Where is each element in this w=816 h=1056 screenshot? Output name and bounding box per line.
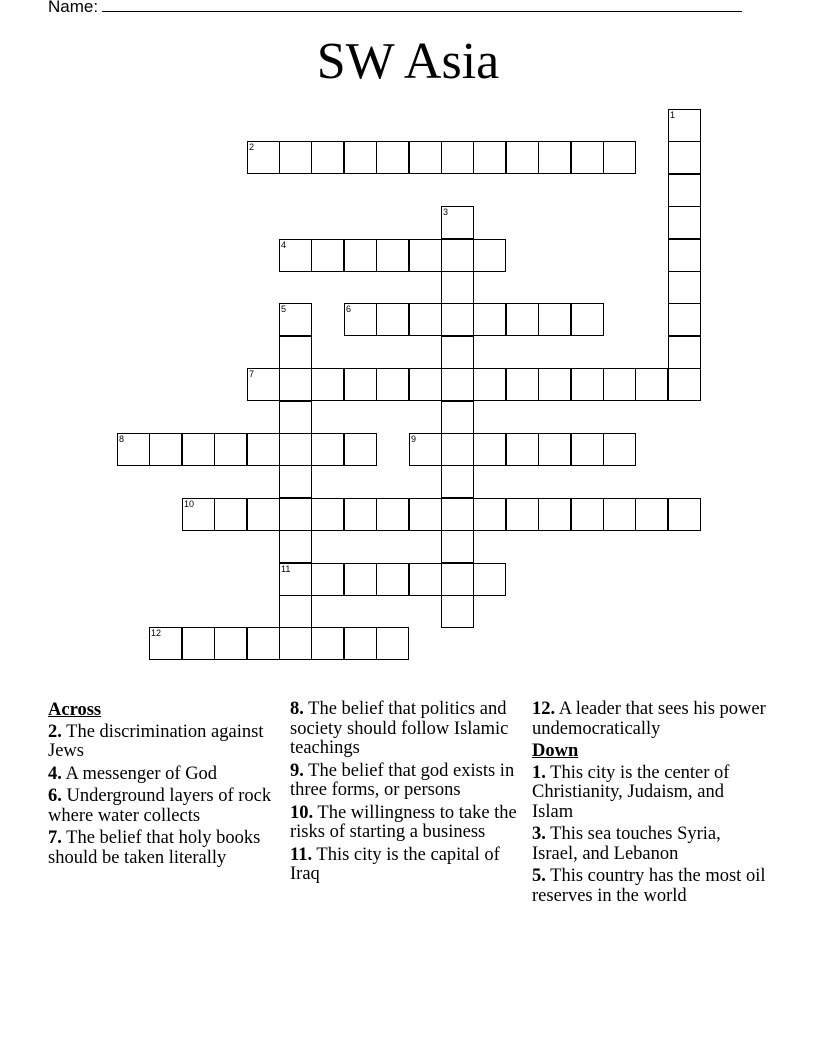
grid-cell[interactable] — [376, 239, 409, 272]
clue-item — [290, 804, 525, 843]
grid-cell[interactable] — [441, 563, 474, 596]
grid-cell[interactable] — [441, 530, 474, 563]
grid-cell[interactable] — [344, 141, 377, 174]
grid-cell[interactable] — [668, 303, 701, 336]
grid-cell[interactable] — [311, 239, 344, 272]
grid-cell[interactable] — [668, 498, 701, 531]
grid-cell[interactable] — [571, 433, 604, 466]
clue-item-number: 1. — [532, 762, 546, 783]
grid-cell[interactable] — [506, 433, 539, 466]
grid-cell[interactable] — [635, 498, 668, 531]
clue-item-text: Underground layers of rock where water collects — [48, 786, 272, 826]
grid-cell[interactable] — [311, 433, 344, 466]
grid-cell[interactable] — [668, 336, 701, 369]
clue-number: 10 — [184, 499, 195, 509]
clue-item-number: 7. — [48, 828, 62, 848]
grid-cell[interactable] — [279, 627, 312, 660]
grid-cell[interactable] — [506, 368, 539, 401]
clues-column-1 — [48, 700, 283, 871]
clue-item-text: This country has the most oil reserves in the world — [532, 866, 766, 906]
grid-cell[interactable] — [441, 401, 474, 434]
grid-cell[interactable] — [409, 433, 442, 466]
grid-cell[interactable] — [441, 141, 474, 174]
grid-cell[interactable] — [376, 627, 409, 660]
clue-heading-down: Down — [532, 741, 579, 761]
grid-cell[interactable] — [506, 498, 539, 531]
grid-cell[interactable] — [182, 498, 215, 531]
clue-item — [290, 762, 525, 801]
grid-cell[interactable] — [538, 433, 571, 466]
grid-cell[interactable] — [441, 271, 474, 304]
clue-heading-across: Across — [48, 700, 102, 720]
grid-cell[interactable] — [376, 141, 409, 174]
grid-cell[interactable] — [311, 141, 344, 174]
grid-cell[interactable] — [311, 368, 344, 401]
clue-number: 9 — [411, 434, 417, 444]
clue-item-text: This sea touches Syria, Israel, and Lebanon — [532, 824, 721, 864]
clue-item — [290, 846, 525, 885]
grid-cell[interactable] — [279, 239, 312, 272]
grid-cell[interactable] — [668, 206, 701, 239]
clue-number: 11 — [281, 564, 291, 574]
grid-cell[interactable] — [668, 174, 701, 207]
grid-cell[interactable] — [441, 465, 474, 498]
grid-cell[interactable] — [603, 498, 636, 531]
grid-cell[interactable] — [344, 498, 377, 531]
clue-item — [532, 700, 767, 739]
grid-cell[interactable] — [279, 401, 312, 434]
grid-cell[interactable] — [214, 433, 247, 466]
grid-cell[interactable] — [344, 563, 377, 596]
grid-cell[interactable] — [311, 498, 344, 531]
grid-cell[interactable] — [635, 368, 668, 401]
grid-cell[interactable] — [376, 498, 409, 531]
grid-cell[interactable] — [247, 141, 280, 174]
clue-number: 2 — [249, 142, 255, 152]
clue-item-text: This city is the capital of Iraq — [290, 844, 500, 884]
grid-cell[interactable] — [182, 433, 215, 466]
grid-cell[interactable] — [279, 595, 312, 628]
grid-cell[interactable] — [247, 433, 280, 466]
grid-cell[interactable] — [571, 498, 604, 531]
clue-item-number: 11. — [290, 844, 313, 865]
grid-cell[interactable] — [214, 498, 247, 531]
grid-cell[interactable] — [441, 498, 474, 531]
clue-item-text: The belief that god exists in three forms, or persons — [290, 760, 515, 800]
clue-item-number: 5. — [532, 866, 546, 886]
grid-cell[interactable] — [149, 433, 182, 466]
grid-cell[interactable] — [571, 368, 604, 401]
clue-item-text: The belief that holy books should be taken literally — [48, 828, 261, 868]
grid-cell[interactable] — [603, 433, 636, 466]
grid-cell[interactable] — [279, 336, 312, 369]
clue-number: 4 — [281, 240, 287, 250]
grid-cell[interactable] — [441, 433, 474, 466]
clue-item-number: 2. — [48, 721, 62, 742]
clue-item — [48, 787, 283, 826]
grid-cell[interactable] — [538, 141, 571, 174]
grid-cell[interactable] — [117, 433, 150, 466]
grid-cell[interactable] — [279, 368, 312, 401]
grid-cell[interactable] — [441, 595, 474, 628]
grid-cell[interactable] — [473, 433, 506, 466]
grid-cell[interactable] — [409, 368, 442, 401]
grid-cell[interactable] — [182, 627, 215, 660]
clue-number: 1 — [670, 110, 676, 120]
grid-cell[interactable] — [441, 368, 474, 401]
grid-cell[interactable] — [409, 563, 442, 596]
grid-cell[interactable] — [441, 303, 474, 336]
clue-number: 12 — [151, 628, 162, 638]
grid-cell[interactable] — [603, 368, 636, 401]
grid-cell[interactable] — [668, 141, 701, 174]
clue-item-number: 3. — [532, 824, 546, 844]
clue-item — [48, 723, 283, 762]
grid-cell[interactable] — [247, 498, 280, 531]
grid-cell[interactable] — [473, 141, 506, 174]
clue-item — [532, 825, 767, 864]
grid-cell[interactable] — [344, 368, 377, 401]
grid-cell[interactable] — [538, 498, 571, 531]
grid-cell[interactable] — [279, 433, 312, 466]
clue-number: 8 — [119, 434, 125, 444]
grid-cell[interactable] — [409, 239, 442, 272]
grid-cell[interactable] — [279, 498, 312, 531]
grid-cell[interactable] — [668, 271, 701, 304]
clue-item-number: 6. — [48, 786, 62, 806]
grid-cell[interactable] — [247, 627, 280, 660]
grid-cell[interactable] — [506, 141, 539, 174]
grid-cell[interactable] — [409, 303, 442, 336]
grid-cell[interactable] — [409, 141, 442, 174]
grid-cell[interactable] — [538, 368, 571, 401]
grid-cell[interactable] — [149, 627, 182, 660]
grid-cell[interactable] — [247, 368, 280, 401]
clues-column-3 — [532, 700, 767, 909]
grid-cell[interactable] — [279, 141, 312, 174]
grid-cell[interactable] — [344, 239, 377, 272]
clue-number: 6 — [346, 304, 352, 314]
grid-cell[interactable] — [344, 627, 377, 660]
grid-cell[interactable] — [668, 109, 701, 142]
grid-cell[interactable] — [279, 303, 312, 336]
grid-cell[interactable] — [441, 336, 474, 369]
grid-cell[interactable] — [311, 563, 344, 596]
clues-column-2 — [290, 700, 525, 888]
grid-cell[interactable] — [538, 303, 571, 336]
clue-item-text: A leader that sees his power undemocratically — [532, 699, 766, 739]
grid-cell[interactable] — [473, 498, 506, 531]
clue-item — [290, 700, 525, 759]
grid-cell[interactable] — [376, 368, 409, 401]
grid-cell[interactable] — [279, 530, 312, 563]
grid-cell[interactable] — [279, 465, 312, 498]
grid-cell[interactable] — [571, 303, 604, 336]
grid-cell[interactable] — [344, 303, 377, 336]
grid-cell[interactable] — [473, 563, 506, 596]
grid-cell[interactable] — [603, 141, 636, 174]
grid-cell[interactable] — [571, 141, 604, 174]
clue-number: 5 — [281, 304, 287, 314]
clue-item-number: 9. — [290, 760, 304, 781]
grid-cell[interactable] — [668, 368, 701, 401]
grid-cell[interactable] — [376, 303, 409, 336]
clue-item-number: 8. — [290, 699, 304, 719]
clue-item — [532, 764, 767, 823]
grid-cell[interactable] — [473, 303, 506, 336]
puzzle-title: SW Asia — [316, 33, 500, 90]
clue-item-number: 4. — [48, 763, 62, 784]
grid-cell[interactable] — [441, 206, 474, 239]
clue-item-text: The discrimination against Jews — [48, 721, 264, 761]
grid-cell[interactable] — [376, 563, 409, 596]
grid-cell[interactable] — [279, 563, 312, 596]
name-label: Name: — [48, 0, 99, 16]
clue-item — [532, 867, 767, 906]
clue-item-text: This city is the center of Christianity, Judaism, and Islam — [532, 762, 730, 822]
clue-item-text: A messenger of God — [65, 763, 218, 784]
grid-cell[interactable] — [473, 239, 506, 272]
clue-item — [48, 829, 283, 868]
grid-cell[interactable] — [441, 239, 474, 272]
grid-cell[interactable] — [409, 498, 442, 531]
clue-item — [48, 765, 283, 785]
clue-number: 7 — [249, 369, 255, 379]
grid-cell[interactable] — [668, 239, 701, 272]
clue-item-number: 10. — [290, 802, 314, 823]
clue-item-text: The willingness to take the risks of starting a business — [290, 802, 517, 842]
clue-number: 3 — [443, 207, 449, 217]
grid-cell[interactable] — [214, 627, 247, 660]
grid-cell[interactable] — [506, 303, 539, 336]
grid-cell[interactable] — [311, 627, 344, 660]
grid-cell[interactable] — [344, 433, 377, 466]
grid-cell[interactable] — [473, 368, 506, 401]
clue-item-text: The belief that politics and society should follow Islamic teachings — [290, 699, 509, 758]
clue-item-number: 12. — [532, 699, 556, 719]
